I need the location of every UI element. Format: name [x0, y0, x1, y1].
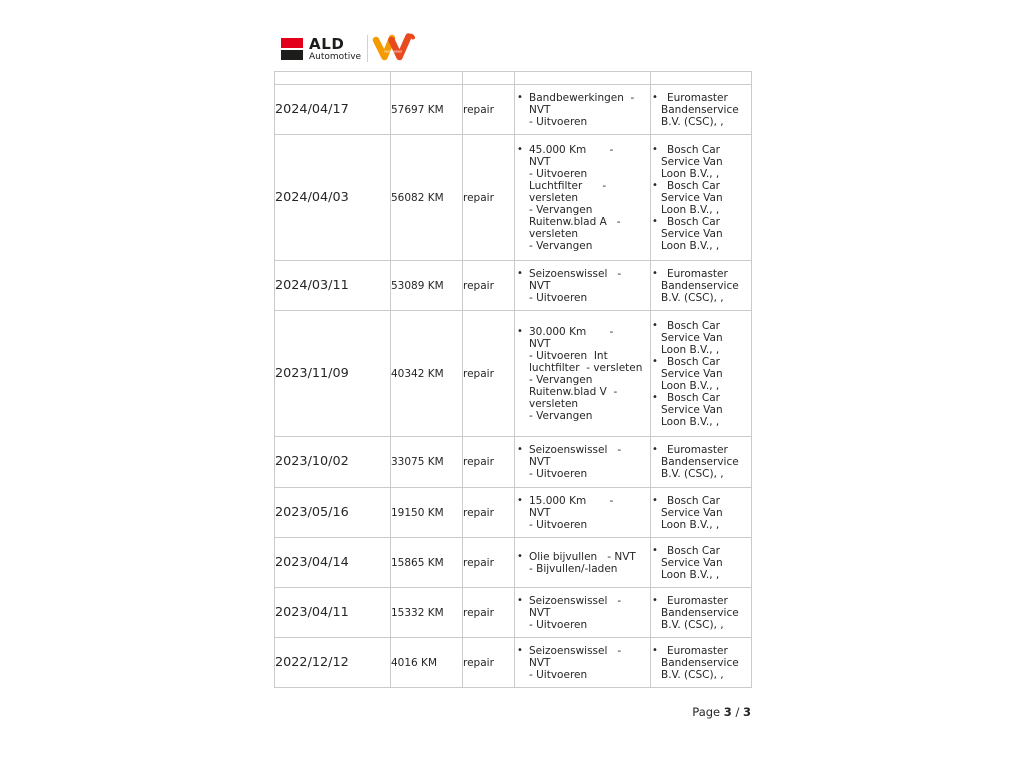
- work-line: luchtfilter - versleten: [529, 361, 643, 374]
- table-row: [275, 437, 752, 488]
- work-line: 45.000 Km -: [529, 143, 614, 156]
- date-cell: 2024/04/17: [275, 85, 391, 135]
- work-line: Seizoenswissel -: [529, 594, 622, 607]
- page-footer: [451, 705, 751, 719]
- bullet-icon: •: [652, 91, 658, 103]
- supplier-item: • Euromaster Bandenservice B.V. (CSC), ,: [652, 444, 739, 480]
- header-cell-mileage: [391, 72, 463, 85]
- work-item: [515, 645, 650, 681]
- bullet-icon: •: [652, 444, 658, 455]
- type-cell: repair: [463, 311, 515, 437]
- table-row: [275, 638, 752, 688]
- bullet-icon: •: [517, 550, 523, 562]
- partner-w-logo-icon: [371, 31, 416, 63]
- work-line: - Uitvoeren: [529, 167, 588, 180]
- work-line: versleten: [529, 191, 579, 204]
- work-line: Seizoenswissel -: [529, 444, 622, 456]
- supplier-cell: [651, 311, 752, 437]
- bullet-icon: •: [517, 143, 523, 155]
- ald-logo-black-band: [281, 50, 303, 60]
- work-line: Luchtfilter -: [529, 179, 607, 192]
- service-history-table: [274, 71, 752, 688]
- type-cell: repair: [463, 538, 515, 588]
- mileage-cell: 53089 KM: [391, 261, 463, 311]
- work-line: - Bijvullen/-laden: [529, 562, 618, 575]
- work-line: 15.000 Km -: [529, 494, 614, 507]
- work-line: - Uitvoeren: [529, 618, 588, 631]
- supplier-item: • Bosch Car Service Van Loon B.V., ,: [652, 215, 723, 252]
- bullet-icon: •: [517, 494, 523, 506]
- supplier-item: • Bosch Car Service Van Loon B.V., ,: [652, 355, 723, 392]
- work-item: [515, 268, 650, 304]
- work-line: Seizoenswissel -: [529, 644, 622, 657]
- brand-subtitle: Automotive: [309, 52, 362, 62]
- mileage-cell: 15332 KM: [391, 588, 463, 638]
- type-cell: repair: [463, 488, 515, 538]
- date-cell: 2023/04/11: [275, 588, 391, 638]
- supplier-cell: [651, 437, 752, 488]
- bullet-icon: •: [652, 179, 658, 191]
- date-cell: 2022/12/12: [275, 638, 391, 688]
- mileage-cell: 57697 KM: [391, 85, 463, 135]
- work-line: 30.000 Km -: [529, 325, 614, 338]
- date-cell: 2023/04/14: [275, 538, 391, 588]
- date-cell: 2024/03/11: [275, 261, 391, 311]
- work-line: - Uitvoeren: [529, 115, 588, 128]
- table-row: [275, 488, 752, 538]
- ald-logo-icon: [281, 38, 303, 60]
- work-line: NVT: [529, 279, 551, 292]
- supplier-cell: [651, 638, 752, 688]
- table-row: [275, 135, 752, 261]
- work-line: - Uitvoeren: [529, 468, 588, 480]
- work-cell: [515, 638, 651, 688]
- work-line: Ruitenw.blad V -: [529, 385, 618, 398]
- supplier-item: • Euromaster Bandenservice B.V. (CSC), ,: [652, 594, 739, 631]
- work-line: NVT: [529, 656, 551, 669]
- work-line: versleten: [529, 397, 579, 410]
- page-separator: /: [735, 705, 740, 719]
- supplier-item: • Bosch Car Service Van Loon B.V., ,: [652, 179, 723, 216]
- work-line: - Uitvoeren: [529, 518, 588, 531]
- supplier-cell: [651, 488, 752, 538]
- mileage-cell: 15865 KM: [391, 538, 463, 588]
- bullet-icon: •: [652, 544, 658, 556]
- work-cell: [515, 437, 651, 488]
- work-line: - Vervangen: [529, 203, 593, 216]
- table-row: [275, 85, 752, 135]
- ald-logo-red-band: [281, 38, 303, 48]
- work-line: Seizoenswissel -: [529, 267, 622, 280]
- supplier-item: • Bosch Car Service Van Loon B.V., ,: [652, 319, 723, 356]
- work-line: versleten: [529, 227, 579, 240]
- work-item: [515, 551, 650, 575]
- work-line: - Uitvoeren: [529, 668, 588, 681]
- bullet-icon: •: [652, 319, 658, 331]
- work-item: [515, 92, 650, 128]
- work-cell: [515, 588, 651, 638]
- header-cell-type: [463, 72, 515, 85]
- bullet-icon: •: [652, 644, 658, 656]
- bullet-icon: •: [517, 267, 523, 279]
- mileage-cell: 19150 KM: [391, 488, 463, 538]
- supplier-item: • Bosch Car Service Van Loon B.V., ,: [652, 143, 723, 180]
- supplier-cell: [651, 538, 752, 588]
- bullet-icon: •: [517, 91, 523, 103]
- work-cell: [515, 261, 651, 311]
- page-current: 3: [723, 705, 732, 719]
- brand-name: ALD: [309, 35, 345, 53]
- supplier-cell: [651, 261, 752, 311]
- supplier-item: • Euromaster Bandenservice B.V. (CSC), ,: [652, 267, 739, 304]
- work-line: - Uitvoeren: [529, 291, 588, 304]
- type-cell: repair: [463, 588, 515, 638]
- bullet-icon: •: [652, 267, 658, 279]
- mileage-cell: 56082 KM: [391, 135, 463, 261]
- work-line: NVT: [529, 103, 551, 116]
- work-cell: [515, 135, 651, 261]
- table-body: [275, 85, 752, 688]
- work-line: NVT: [529, 456, 551, 468]
- mileage-cell: 4016 KM: [391, 638, 463, 688]
- work-item: [515, 144, 650, 252]
- date-cell: 2024/04/03: [275, 135, 391, 261]
- mileage-cell: 40342 KM: [391, 311, 463, 437]
- work-line: - Vervangen: [529, 373, 593, 386]
- supplier-item: • Euromaster Bandenservice B.V. (CSC), ,: [652, 91, 739, 128]
- bullet-icon: •: [652, 391, 658, 403]
- table-header-row: [275, 72, 752, 85]
- work-item: [515, 326, 650, 422]
- work-cell: [515, 311, 651, 437]
- type-cell: repair: [463, 135, 515, 261]
- work-line: NVT: [529, 155, 551, 168]
- bullet-icon: •: [517, 325, 523, 337]
- bullet-icon: •: [517, 594, 523, 606]
- table-row: [275, 588, 752, 638]
- work-line: - Vervangen: [529, 239, 593, 252]
- supplier-cell: [651, 85, 752, 135]
- supplier-item: • Bosch Car Service Van Loon B.V., ,: [652, 391, 723, 428]
- table-row: [275, 311, 752, 437]
- page-total: 3: [742, 705, 751, 719]
- bullet-icon: •: [652, 355, 658, 367]
- work-line: Olie bijvullen - NVT: [529, 550, 636, 563]
- work-item: [515, 444, 650, 480]
- work-cell: [515, 488, 651, 538]
- date-cell: 2023/10/02: [275, 437, 391, 488]
- header-cell-date: [275, 72, 391, 85]
- work-item: [515, 595, 650, 631]
- bullet-icon: •: [652, 143, 658, 155]
- supplier-cell: [651, 588, 752, 638]
- logo-divider: [367, 35, 368, 62]
- type-cell: repair: [463, 85, 515, 135]
- supplier-cell: [651, 135, 752, 261]
- table-row: [275, 538, 752, 588]
- bullet-icon: •: [652, 594, 658, 606]
- work-line: NVT: [529, 337, 551, 350]
- svg-text:van mossel: van mossel: [383, 49, 403, 54]
- work-line: NVT: [529, 606, 551, 619]
- type-cell: repair: [463, 261, 515, 311]
- type-cell: repair: [463, 638, 515, 688]
- work-cell: [515, 85, 651, 135]
- work-item: [515, 495, 650, 531]
- supplier-item: • Bosch Car Service Van Loon B.V., ,: [652, 544, 723, 581]
- mileage-cell: 33075 KM: [391, 437, 463, 488]
- page-label: Page: [692, 705, 721, 719]
- work-line: - Vervangen: [529, 409, 593, 422]
- date-cell: 2023/05/16: [275, 488, 391, 538]
- table-row: [275, 261, 752, 311]
- bullet-icon: •: [652, 215, 658, 227]
- date-cell: 2023/11/09: [275, 311, 391, 437]
- type-cell: repair: [463, 437, 515, 488]
- work-line: Bandbewerkingen -: [529, 91, 635, 104]
- supplier-item: • Euromaster Bandenservice B.V. (CSC), ,: [652, 644, 739, 681]
- work-line: - Uitvoeren Int: [529, 349, 608, 362]
- bullet-icon: •: [652, 494, 658, 506]
- header-cell-work: [515, 72, 651, 85]
- work-cell: [515, 538, 651, 588]
- header-cell-supplier: [651, 72, 752, 85]
- bullet-icon: •: [517, 444, 523, 455]
- work-line: NVT: [529, 506, 551, 519]
- bullet-icon: •: [517, 644, 523, 656]
- work-line: Ruitenw.blad A -: [529, 215, 621, 228]
- supplier-item: • Bosch Car Service Van Loon B.V., ,: [652, 494, 723, 531]
